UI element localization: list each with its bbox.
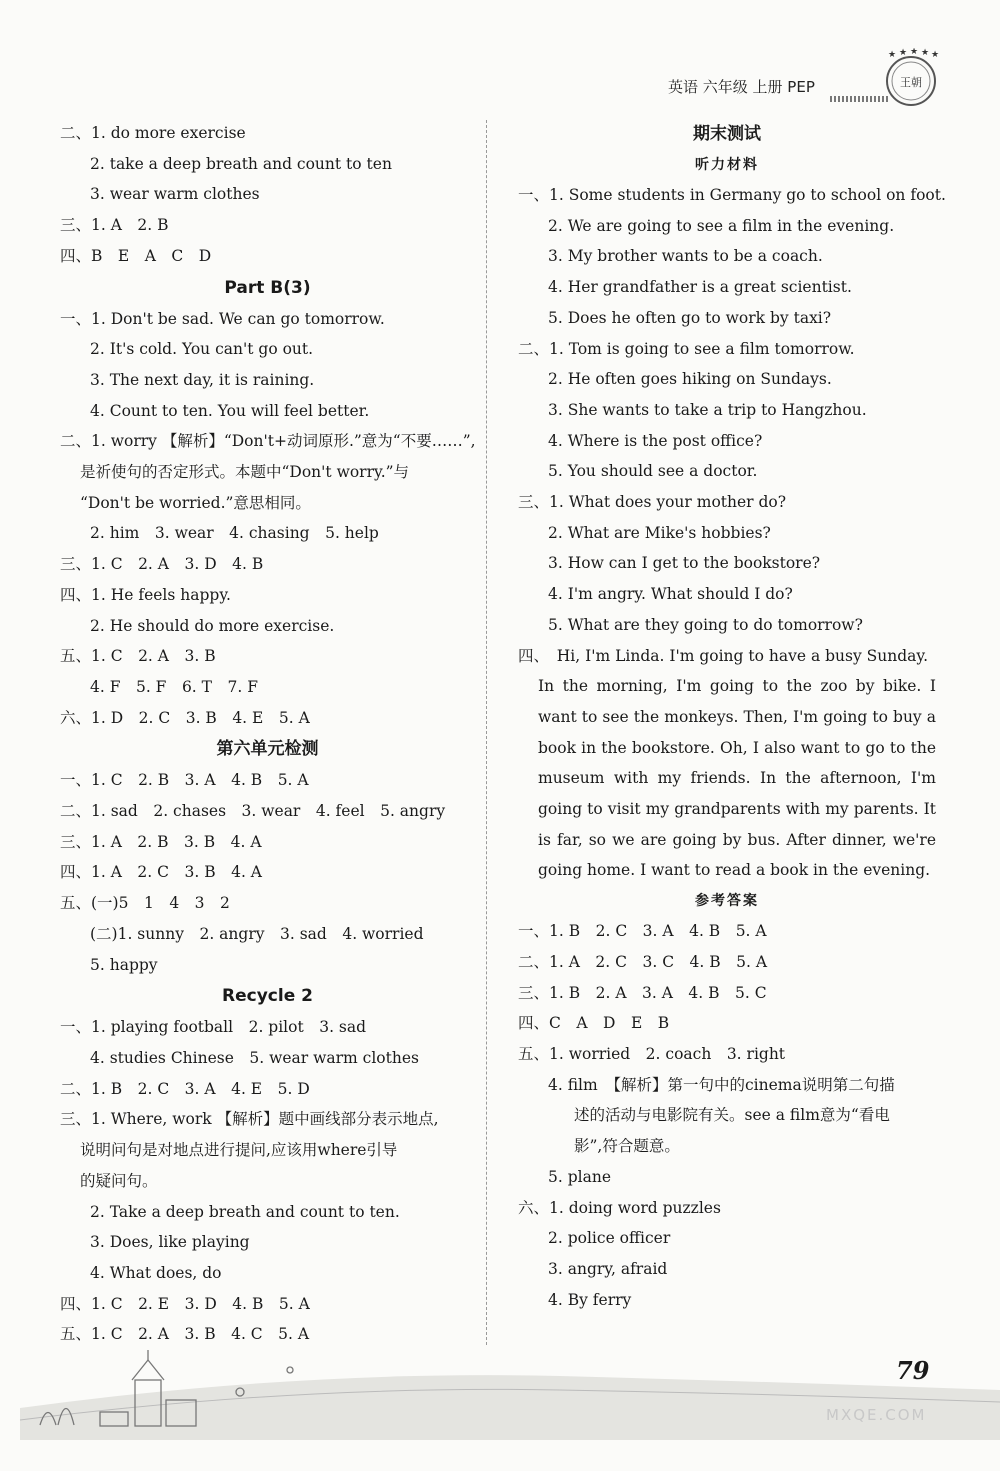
answer-line: 一、1. Some students in Germany go to school on foot. — [518, 186, 946, 204]
section-title: 第六单元检测 — [216, 739, 319, 760]
answer-line: 一、1. B 2. C 3. A 4. B 5. A — [518, 922, 767, 941]
answer-line: 二、1. Tom is going to see a film tomorrow. — [518, 339, 855, 358]
answer-subline: 2. him 3. wear 4. chasing 5. help — [90, 524, 379, 543]
answer-subline: 2. police officer — [548, 1229, 671, 1248]
section-title: Recycle 2 — [222, 986, 313, 1007]
answer-line: 四、1. C 2. E 3. D 4. B 5. A — [60, 1294, 310, 1313]
listening-passage: In the morning, I'm going to the zoo by bike. I want to see the monkeys. Then, I'm going to buy a book in the bookstore. Oh, I also want to go to the museum with my friends. In the afternoon, I'm going to visit my grandparents with my parents. It is far, so we are going by bus. After dinner, we're going home. I want to read a book in the evening. — [538, 677, 936, 880]
explanation-line: 影”,符合题意。 — [574, 1137, 680, 1156]
answer-subline: 4. Count to ten. You will feel better. — [90, 401, 370, 420]
section-title: Part B(3) — [224, 277, 311, 298]
answer-line: 二、1. sad 2. chases 3. wear 4. feel 5. angry — [60, 802, 446, 821]
subsection-title: 听力材料 — [695, 157, 759, 173]
answer-line: 六、1. doing word puzzles — [518, 1198, 721, 1217]
answer-subline: 2. He often goes hiking on Sundays. — [548, 370, 832, 389]
left-column — [60, 118, 475, 1350]
explanation-line: 的疑问句。 — [80, 1171, 158, 1190]
answer-subline: 3. wear warm clothes — [90, 185, 260, 204]
answer-subline: 5. Does he often go to work by taxi? — [548, 308, 832, 327]
answer-line: 三、1. B 2. A 3. A 4. B 5. C — [518, 983, 767, 1002]
running-header: 英语 六年级 上册 PEP — [668, 78, 815, 96]
answer-line: 一、1. playing football 2. pilot 3. sad — [60, 1018, 367, 1037]
answer-line: 四、1. He feels happy. — [60, 585, 231, 604]
answer-subline: 2. take a deep breath and count to ten — [90, 154, 392, 173]
answer-subline: 4. Her grandfather is a great scientist. — [548, 278, 852, 297]
explanation-line: 说明问句是对地点进行提问,应该用where引导 — [80, 1141, 398, 1160]
answer-line: 二、1. A 2. C 3. C 4. B 5. A — [518, 952, 768, 971]
column-divider — [486, 120, 487, 1345]
answer-subline: 5. happy — [90, 955, 158, 974]
answer-line: 二、1. worry 【解析】“Don't+动词原形.”意为“不要……”, — [60, 432, 476, 451]
page-number: 79 — [896, 1356, 930, 1385]
header-rule — [830, 96, 890, 102]
answer-line: 三、1. A 2. B — [60, 216, 169, 235]
right-column — [518, 118, 946, 1315]
answer-subline: 4. What does, do — [90, 1263, 222, 1282]
answer-line: 五、(一)5 1 4 3 2 — [60, 894, 230, 913]
answer-line: 三、1. Where, work 【解析】题中画线部分表示地点, — [60, 1110, 439, 1129]
answer-subline: 3. angry, afraid — [548, 1259, 668, 1278]
answer-subline: 2. It's cold. You can't go out. — [90, 340, 314, 359]
answer-subline: 5. What are they going to do tomorrow? — [548, 615, 863, 634]
svg-text:★: ★ — [899, 48, 908, 58]
explanation-line: 述的活动与电影院有关。see a film意为“看电 — [574, 1106, 890, 1125]
answer-subline: 3. My brother wants to be a coach. — [548, 247, 823, 266]
answer-line: 三、1. A 2. B 3. B 4. A — [60, 832, 262, 851]
watermark-text: MXQE.COM — [826, 1406, 927, 1424]
subsection-title: 参考答案 — [695, 893, 759, 910]
answer-subline: 3. She wants to take a trip to Hangzhou. — [548, 400, 867, 419]
answer-line: 一、1. C 2. B 3. A 4. B 5. A — [60, 771, 309, 790]
answer-subline: 4. Where is the post office? — [548, 431, 763, 450]
explanation-line: “Don't be worried.”意思相同。 — [80, 493, 311, 512]
answer-line: 四、C A D E B — [518, 1014, 670, 1033]
explanation-line: 是祈使句的否定形式。本题中“Don't worry.”与 — [80, 463, 410, 482]
answer-line: 二、1. B 2. C 3. A 4. E 5. D — [60, 1079, 310, 1098]
answer-subline: 3. The next day, it is raining. — [90, 370, 315, 389]
svg-text:★: ★ — [910, 48, 919, 57]
answer-subline: 4. film 【解析】第一句中的cinema说明第二句描 — [548, 1075, 895, 1094]
answer-line: 三、1. C 2. A 3. D 4. B — [60, 555, 264, 574]
answer-subline: 4. studies Chinese 5. wear warm clothes — [90, 1048, 419, 1067]
answer-subline: 2. We are going to see a film in the evening. — [548, 216, 895, 235]
answer-subline: 3. Does, like playing — [90, 1233, 250, 1252]
answer-line: 二、1. do more exercise — [60, 124, 246, 142]
section-title: 期末测试 — [693, 124, 761, 144]
svg-text:★: ★ — [921, 48, 930, 58]
svg-text:★: ★ — [888, 50, 897, 60]
answer-line: 五、1. C 2. A 3. B — [60, 647, 216, 666]
answer-line: 五、1. worried 2. coach 3. right — [518, 1044, 786, 1063]
answer-subline: 4. F 5. F 6. T 7. F — [90, 677, 258, 696]
answer-subline: (二)1. sunny 2. angry 3. sad 4. worried — [90, 924, 424, 943]
answer-subline: 2. He should do more exercise. — [90, 616, 335, 635]
svg-text:王朝: 王朝 — [900, 76, 922, 89]
answer-subline: 3. How can I get to the bookstore? — [548, 554, 821, 573]
svg-text:★: ★ — [931, 50, 940, 60]
answer-subline: 4. By ferry — [548, 1290, 632, 1309]
answer-subline: 5. plane — [548, 1167, 611, 1186]
answer-subline: 5. You should see a doctor. — [548, 462, 758, 481]
answer-subline: 2. What are Mike's hobbies? — [548, 523, 771, 542]
answer-line: 四、 Hi, I'm Linda. I'm going to have a busy Sunday. — [518, 646, 929, 665]
answer-subline: 2. Take a deep breath and count to ten. — [90, 1202, 400, 1221]
answer-line: 四、1. A 2. C 3. B 4. A — [60, 863, 262, 882]
answer-line: 三、1. What does your mother do? — [518, 493, 787, 512]
answer-line: 五、1. C 2. A 3. B 4. C 5. A — [60, 1325, 310, 1344]
answer-subline: 4. I'm angry. What should I do? — [548, 585, 793, 604]
answer-line: 一、1. Don't be sad. We can go tomorrow. — [60, 309, 385, 328]
answer-line: 四、B E A C D — [60, 246, 212, 265]
answer-line: 六、1. D 2. C 3. B 4. E 5. A — [60, 708, 310, 727]
